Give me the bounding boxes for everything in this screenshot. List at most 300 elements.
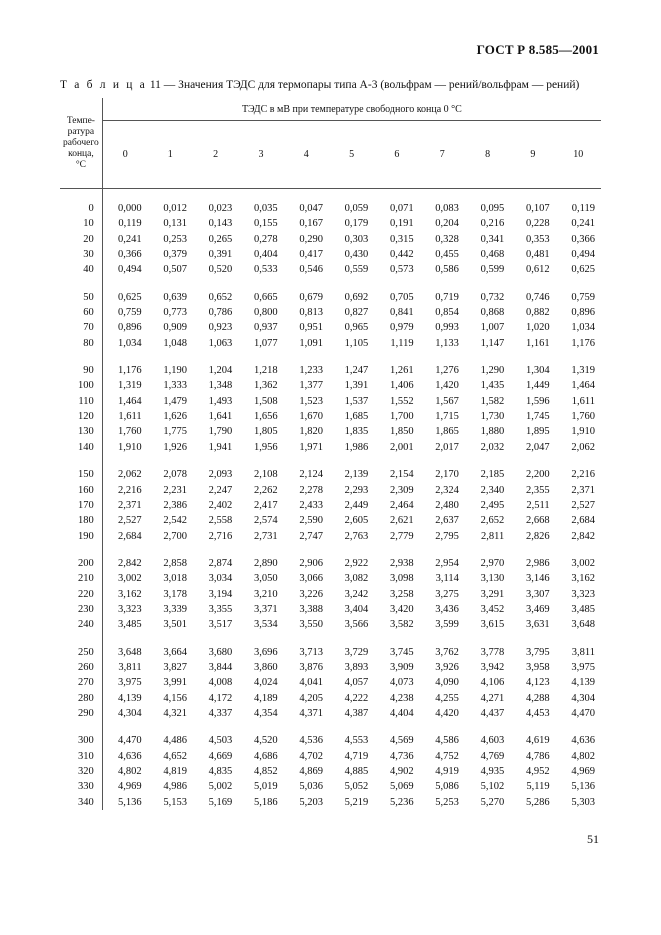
- emf-value-cell: 2,017: [435, 441, 459, 453]
- table-row: [60, 544, 601, 571]
- emf-value-cell: 5,136: [118, 796, 142, 808]
- temperature-cell: 100: [60, 378, 102, 393]
- emf-value-cell: 1,611: [571, 395, 595, 407]
- emf-value-cell: 3,696: [253, 646, 278, 658]
- column-header: 2: [193, 121, 238, 189]
- emf-value-cell: 1,835: [344, 426, 369, 438]
- emf-value-cell: 2,231: [163, 484, 187, 496]
- emf-value-cell: 4,404: [389, 707, 414, 719]
- column-header: 5: [329, 121, 374, 189]
- emf-value-cell: 2,247: [208, 484, 233, 496]
- emf-value-cell: 0,979: [389, 322, 414, 334]
- emf-value-cell: 2,185: [480, 469, 505, 481]
- emf-value-cell: 3,975: [571, 661, 595, 673]
- emf-value-cell: 1,880: [480, 426, 505, 438]
- emf-value-cell: 3,534: [253, 619, 278, 631]
- emf-value-cell: 4,073: [389, 677, 414, 689]
- temperature-cell: 340: [60, 795, 102, 810]
- temperature-cell: 40: [60, 262, 102, 277]
- emf-value-cell: 2,970: [480, 557, 505, 569]
- emf-value-cell: 0,179: [344, 218, 369, 230]
- emf-value-cell: 3,615: [480, 619, 505, 631]
- emf-value-cell: 5,069: [389, 781, 414, 793]
- emf-value-cell: 1,319: [118, 380, 142, 392]
- emf-value-cell: 0,586: [435, 264, 459, 276]
- temperature-cell: 200: [60, 544, 102, 571]
- emf-value-cell: 2,495: [480, 499, 505, 511]
- emf-value-cell: 0,119: [571, 203, 595, 214]
- emf-value-cell: 2,278: [299, 484, 323, 496]
- table-title: [60, 79, 579, 91]
- emf-value-cell: 1,656: [253, 411, 278, 423]
- emf-value-cell: 0,732: [480, 291, 505, 303]
- temperature-cell: 80: [60, 336, 102, 351]
- emf-value-cell: 1,319: [571, 365, 595, 377]
- table-row: [60, 513, 601, 528]
- table-row: [60, 247, 601, 262]
- table-row: [60, 483, 601, 498]
- emf-value-cell: 5,286: [525, 796, 550, 808]
- emf-value-cell: 1,176: [571, 337, 595, 349]
- emf-value-cell: 2,684: [118, 530, 142, 542]
- table-row: [60, 278, 601, 305]
- emf-value-cell: 0,494: [118, 264, 142, 276]
- emf-value-cell: 3,762: [435, 646, 459, 658]
- table-row: [60, 721, 601, 748]
- emf-value-cell: 3,420: [389, 603, 414, 615]
- temperature-cell: 60: [60, 305, 102, 320]
- emf-value-cell: 0,965: [344, 322, 369, 334]
- emf-value-cell: 0,430: [344, 249, 369, 261]
- emf-value-cell: 4,024: [253, 677, 278, 689]
- emf-value-cell: 3,648: [571, 619, 595, 631]
- emf-value-cell: 4,586: [435, 735, 459, 747]
- emf-value-cell: 2,371: [571, 484, 595, 496]
- table-row: [60, 336, 601, 351]
- emf-value-cell: 2,216: [571, 469, 595, 481]
- emf-value-cell: 0,204: [435, 218, 459, 230]
- emf-value-cell: 1,910: [118, 441, 142, 453]
- emf-value-cell: 0,468: [480, 249, 505, 261]
- emf-value-cell: 4,636: [118, 750, 142, 762]
- emf-value-cell: 0,481: [525, 249, 550, 261]
- emf-value-cell: 2,355: [525, 484, 550, 496]
- table-row: [60, 602, 601, 617]
- table-caption: 11 — Значения ТЭДС для термопары типа А-3 (вольфрам — рений/вольфрам — рений): [149, 79, 580, 91]
- emf-value-cell: 5,119: [526, 781, 550, 793]
- emf-value-cell: 0,290: [299, 233, 323, 245]
- emf-value-cell: 4,536: [299, 735, 323, 747]
- emf-value-cell: 0,442: [389, 249, 414, 261]
- table-row: [60, 409, 601, 424]
- standard-code: ГОСТ Р 8.585—2001: [476, 42, 599, 57]
- emf-value-cell: 0,520: [208, 264, 233, 276]
- emf-value-cell: 1,596: [525, 395, 550, 407]
- emf-value-cell: 2,938: [389, 557, 414, 569]
- emf-value-cell: 0,353: [525, 233, 550, 245]
- emf-value-cell: 2,402: [208, 499, 233, 511]
- emf-value-cell: 4,885: [344, 766, 369, 777]
- emf-value-cell: 3,860: [253, 661, 278, 673]
- emf-value-cell: 5,019: [253, 781, 278, 793]
- temperature-cell: 240: [60, 617, 102, 632]
- emf-value-cell: 0,417: [299, 249, 323, 261]
- emf-value-cell: 2,047: [525, 441, 550, 453]
- emf-value-cell: 0,047: [299, 203, 323, 214]
- emf-value-cell: 4,935: [480, 766, 505, 777]
- emf-value-cell: 1,091: [299, 337, 323, 349]
- emf-value-cell: 2,449: [344, 499, 369, 511]
- emf-value-cell: 5,186: [253, 796, 278, 808]
- temperature-cell: 300: [60, 721, 102, 748]
- emf-value-cell: 4,969: [118, 781, 142, 793]
- emf-value-cell: 3,991: [163, 677, 187, 689]
- emf-value-cell: 4,919: [435, 766, 459, 777]
- emf-value-cell: 3,034: [208, 573, 233, 585]
- table-row: [60, 216, 601, 231]
- table-row: [60, 691, 601, 706]
- emf-value-cell: 1,760: [118, 426, 142, 438]
- emf-value-cell: 5,153: [163, 796, 187, 808]
- temperature-cell: 330: [60, 779, 102, 794]
- emf-value-cell: 4,902: [389, 766, 414, 777]
- table-row: [60, 320, 601, 335]
- emf-value-cell: 1,685: [344, 411, 369, 423]
- emf-value-cell: 2,527: [571, 499, 595, 511]
- emf-value-cell: 4,802: [571, 750, 595, 762]
- emf-value-cell: 4,470: [571, 707, 595, 719]
- temperature-cell: 110: [60, 394, 102, 409]
- emf-value-cell: 4,520: [253, 735, 278, 747]
- emf-value-cell: 5,036: [299, 781, 323, 793]
- emf-value-cell: 2,170: [435, 469, 459, 481]
- emf-value-cell: 3,178: [163, 588, 187, 600]
- emf-value-cell: 4,769: [480, 750, 505, 762]
- emf-value-cell: 4,603: [480, 735, 505, 747]
- emf-value-cell: 0,868: [480, 307, 505, 319]
- emf-value-cell: 3,082: [344, 573, 369, 585]
- table-row: [60, 378, 601, 393]
- column-header: 0: [102, 121, 147, 189]
- emf-value-cell: 2,371: [118, 499, 142, 511]
- emf-value-cell: 3,130: [480, 573, 505, 585]
- emf-value-cell: 0,719: [435, 291, 459, 303]
- emf-value-cell: 3,002: [118, 573, 142, 585]
- emf-value-cell: 0,303: [344, 233, 369, 245]
- table-row: [60, 749, 601, 764]
- table-row: [60, 633, 601, 660]
- temperature-cell: 260: [60, 660, 102, 675]
- emf-value-cell: 3,517: [208, 619, 233, 631]
- emf-value-cell: 2,731: [253, 530, 278, 542]
- emf-value-cell: 3,469: [525, 603, 550, 615]
- emf-value-cell: 0,035: [253, 203, 278, 214]
- emf-value-cell: 3,550: [299, 619, 323, 631]
- emf-value-cell: 5,219: [344, 796, 369, 808]
- emf-value-cell: 3,452: [480, 603, 505, 615]
- emf-value-cell: 2,062: [118, 469, 142, 481]
- emf-value-cell: 2,324: [435, 484, 459, 496]
- emf-value-cell: 4,852: [253, 766, 278, 777]
- emf-value-cell: 5,169: [208, 796, 233, 808]
- emf-value-cell: 4,387: [344, 707, 369, 719]
- emf-value-cell: 2,874: [208, 557, 233, 569]
- emf-value-cell: 3,827: [163, 661, 187, 673]
- emf-value-cell: 0,937: [253, 322, 278, 334]
- emf-value-cell: 2,108: [253, 469, 278, 481]
- emf-value-cell: 3,242: [344, 588, 369, 600]
- emf-value-cell: 2,480: [435, 499, 459, 511]
- temperature-cell: 10: [60, 216, 102, 231]
- emf-value-cell: 0,573: [389, 264, 414, 276]
- emf-value-cell: 3,844: [208, 661, 233, 673]
- emf-value-cell: 0,315: [389, 233, 414, 245]
- emf-value-cell: 1,508: [253, 395, 278, 407]
- temperature-cell: 30: [60, 247, 102, 262]
- emf-value-cell: 5,052: [344, 781, 369, 793]
- temperature-cell: 270: [60, 675, 102, 690]
- emf-value-cell: 1,611: [118, 411, 142, 423]
- emf-value-cell: 0,253: [163, 233, 187, 245]
- emf-value-cell: 4,869: [299, 766, 323, 777]
- column-header: 8: [465, 121, 510, 189]
- emf-value-cell: 0,023: [208, 203, 233, 214]
- emf-value-cell: 0,155: [253, 218, 278, 230]
- temperature-cell: 170: [60, 498, 102, 513]
- emf-value-cell: 0,366: [118, 249, 142, 261]
- emf-value-cell: 4,090: [435, 677, 459, 689]
- emf-value-cell: 0,071: [389, 203, 414, 214]
- emf-value-cell: 4,172: [208, 692, 233, 704]
- emf-value-cell: 0,679: [299, 291, 323, 303]
- page-number: 51: [587, 832, 599, 846]
- temp-header-line: °С: [75, 159, 86, 170]
- emf-value-cell: 1,161: [525, 337, 550, 349]
- emf-value-cell: 1,133: [435, 337, 459, 349]
- emf-value-cell: 2,262: [253, 484, 278, 496]
- emf-value-cell: 0,000: [118, 203, 142, 214]
- emf-value-cell: 3,876: [299, 661, 323, 673]
- emf-value-cell: 4,123: [525, 677, 550, 689]
- temperature-cell: 320: [60, 764, 102, 779]
- emf-value-cell: 1,479: [163, 395, 187, 407]
- emf-value-cell: 0,167: [299, 218, 323, 230]
- emf-value-cell: 4,470: [118, 735, 142, 747]
- emf-value-cell: 3,194: [208, 588, 233, 600]
- emf-value-cell: 4,420: [435, 707, 459, 719]
- emf-value-cell: 1,048: [163, 337, 187, 349]
- emf-value-cell: 1,276: [435, 365, 459, 377]
- emf-value-cell: 1,775: [163, 426, 187, 438]
- emf-value-cell: 3,485: [118, 619, 142, 631]
- emf-value-cell: 3,958: [525, 661, 550, 673]
- emf-value-cell: 4,719: [344, 750, 369, 762]
- emf-value-cell: 0,692: [344, 291, 369, 303]
- emf-value-cell: 0,773: [163, 307, 187, 319]
- emf-value-cell: 0,759: [571, 291, 595, 303]
- emf-value-cell: 1,523: [299, 395, 323, 407]
- emf-value-cell: 5,203: [299, 796, 323, 808]
- emf-value-cell: 4,702: [299, 750, 323, 762]
- emf-value-cell: 3,566: [344, 619, 369, 631]
- emf-value-cell: 1,790: [208, 426, 233, 438]
- emf-value-cell: 1,377: [299, 380, 323, 392]
- emf-value-cell: 1,941: [208, 441, 233, 453]
- emf-value-cell: 4,553: [344, 735, 369, 747]
- table-label: Т а б л и ц а: [60, 79, 147, 91]
- emf-value-cell: 0,612: [525, 264, 550, 276]
- table-row: [60, 660, 601, 675]
- emf-value-cell: 0,191: [389, 218, 414, 230]
- emf-value-cell: 0,923: [208, 322, 233, 334]
- emf-value-cell: 4,222: [344, 692, 369, 704]
- emf-value-cell: 1,176: [118, 365, 142, 377]
- emf-value-cell: 1,449: [525, 380, 550, 392]
- temperature-cell: 130: [60, 424, 102, 439]
- temperature-cell: 150: [60, 455, 102, 482]
- emf-value-cell: 2,216: [118, 484, 142, 496]
- emf-value-cell: 2,842: [118, 557, 142, 569]
- emf-value-cell: 3,275: [435, 588, 459, 600]
- emf-value-cell: 4,669: [208, 750, 233, 762]
- emf-value-cell: 3,066: [299, 573, 323, 585]
- temperature-cell: 310: [60, 749, 102, 764]
- emf-value-cell: 2,433: [299, 499, 323, 511]
- emf-value-cell: 1,348: [208, 380, 233, 392]
- emf-value-cell: 0,328: [435, 233, 459, 245]
- emf-value-cell: 0,095: [480, 203, 505, 214]
- emf-value-cell: 0,083: [435, 203, 459, 214]
- emf-value-cell: 4,139: [571, 677, 595, 689]
- emf-value-cell: 2,986: [525, 557, 550, 569]
- emf-value-cell: 3,795: [525, 646, 550, 658]
- emf-value-cell: 3,291: [480, 588, 505, 600]
- emf-value-cell: 3,582: [389, 619, 414, 631]
- emf-value-cell: 2,652: [480, 515, 505, 527]
- emf-value-cell: 2,542: [163, 515, 187, 527]
- emf-value-cell: 0,559: [344, 264, 369, 276]
- table-row: [60, 617, 601, 632]
- emf-value-cell: 0,896: [571, 307, 595, 319]
- emf-value-cell: 4,569: [389, 735, 414, 747]
- emf-value-cell: 0,366: [571, 233, 595, 245]
- emf-value-cell: 2,386: [163, 499, 187, 511]
- emf-value-cell: 2,590: [299, 515, 323, 527]
- emf-value-cell: 4,288: [525, 692, 550, 704]
- emf-value-cell: 3,501: [163, 619, 187, 631]
- emf-value-cell: 2,309: [389, 484, 414, 496]
- temp-header-line: рабочего: [63, 137, 99, 148]
- emf-value-cell: 0,507: [163, 264, 187, 276]
- emf-value-cell: 1,063: [208, 337, 233, 349]
- emf-value-cell: 1,820: [299, 426, 323, 438]
- column-header: 3: [238, 121, 283, 189]
- emf-value-cell: 1,034: [571, 322, 595, 334]
- emf-value-cell: 0,455: [435, 249, 459, 261]
- emf-value-cell: 1,034: [118, 337, 142, 349]
- emf-value-cell: 2,124: [299, 469, 323, 481]
- emf-value-cell: 2,858: [163, 557, 187, 569]
- emf-value-cell: 2,700: [163, 530, 187, 542]
- emf-value-cell: 1,910: [571, 426, 595, 438]
- emf-value-cell: 1,435: [480, 380, 505, 392]
- emf-value-cell: 2,340: [480, 484, 505, 496]
- temperature-cell: 70: [60, 320, 102, 335]
- emf-value-cell: 0,827: [344, 307, 369, 319]
- emf-value-cell: 2,826: [525, 530, 550, 542]
- emf-value-cell: 1,700: [389, 411, 414, 423]
- emf-value-cell: 1,119: [390, 337, 414, 349]
- emf-value-cell: 4,952: [525, 766, 550, 777]
- temperature-cell: 180: [60, 513, 102, 528]
- emf-value-cell: 1,730: [480, 411, 505, 423]
- emf-value-cell: 4,189: [253, 692, 278, 704]
- emf-value-cell: 4,304: [118, 707, 142, 719]
- temperature-cell: 0: [60, 189, 102, 217]
- temperature-cell: 190: [60, 529, 102, 544]
- table-row: [60, 675, 601, 690]
- emf-value-cell: 3,909: [389, 661, 414, 673]
- emf-value-cell: 2,637: [435, 515, 459, 527]
- emf-value-cell: 1,147: [480, 337, 505, 349]
- emf-value-cell: 2,890: [253, 557, 278, 569]
- emf-value-cell: 2,200: [525, 469, 550, 481]
- emf-value-cell: 0,854: [435, 307, 459, 319]
- emf-value-cell: 0,951: [299, 322, 323, 334]
- emf-value-cell: 3,713: [299, 646, 323, 658]
- emf-value-cell: 0,059: [344, 203, 369, 214]
- emf-value-cell: 0,705: [389, 291, 414, 303]
- emf-value-cell: 4,652: [163, 750, 187, 762]
- emf-value-cell: 3,893: [344, 661, 369, 673]
- table-row: [60, 529, 601, 544]
- emf-value-cell: 2,621: [389, 515, 414, 527]
- emf-value-cell: 3,323: [118, 603, 142, 615]
- emf-value-cell: 0,131: [163, 218, 187, 230]
- table-row: [60, 305, 601, 320]
- temperature-cell: 230: [60, 602, 102, 617]
- emf-value-cell: 3,745: [389, 646, 414, 658]
- emf-value-cell: 0,896: [118, 322, 142, 334]
- emf-value-cell: 1,406: [389, 380, 414, 392]
- emf-value-cell: 4,255: [435, 692, 459, 704]
- table-row: [60, 498, 601, 513]
- emf-value-cell: 2,558: [208, 515, 233, 527]
- emf-value-cell: 0,639: [163, 291, 187, 303]
- emf-value-cell: 1,971: [299, 441, 323, 453]
- temperature-cell: 210: [60, 571, 102, 586]
- emf-value-cell: 4,354: [253, 707, 278, 719]
- emf-value-cell: 1,247: [344, 365, 369, 377]
- emf-value-cell: 3,018: [163, 573, 187, 585]
- emf-value-cell: 1,464: [571, 380, 595, 392]
- emf-value-cell: 4,106: [480, 677, 505, 689]
- emf-value-cell: 1,218: [253, 365, 278, 377]
- emf-value-cell: 3,778: [480, 646, 505, 658]
- emf-value-cell: 2,668: [525, 515, 550, 527]
- emf-value-cell: 4,437: [480, 707, 505, 719]
- emf-value-cell: 2,763: [344, 530, 369, 542]
- emf-value-cell: 4,752: [435, 750, 459, 762]
- table-row: [60, 764, 601, 779]
- emf-value-cell: 4,619: [525, 735, 550, 747]
- emf-value-cell: 1,464: [118, 395, 142, 407]
- emf-value-cell: 3,729: [344, 646, 369, 658]
- emf-value-cell: 4,969: [571, 766, 595, 777]
- emf-value-cell: 0,216: [480, 218, 505, 230]
- emf-value-cell: 1,760: [571, 411, 595, 423]
- emf-value-cell: 2,922: [344, 557, 369, 569]
